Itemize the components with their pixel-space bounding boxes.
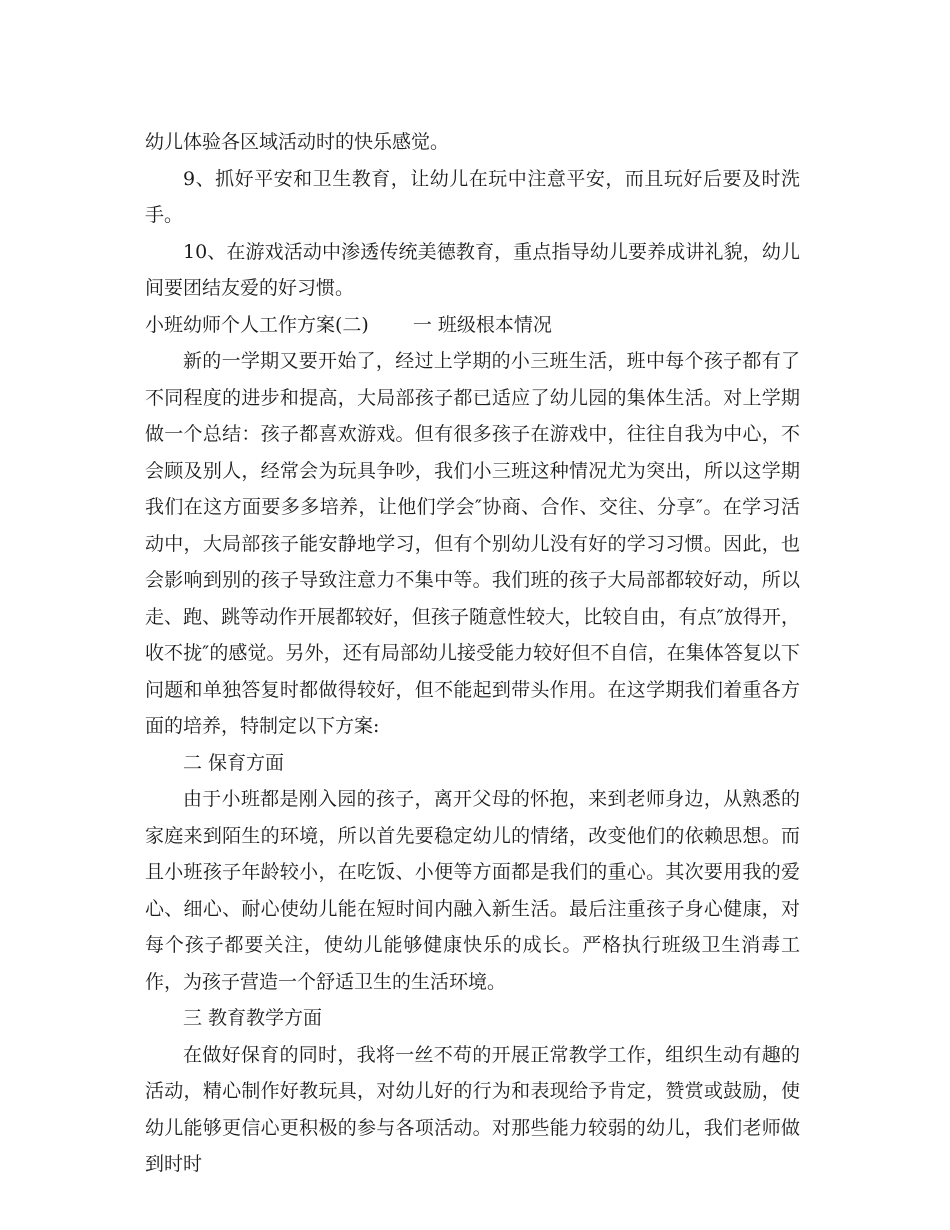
section-title-line: 小班幼师个人工作方案(二) 一 班级根本情况 [145, 313, 552, 336]
paragraph-item-9: 9、抓好平安和卫生教育，让幼儿在玩中注意平安，而且玩好后要及时洗手。 [145, 167, 800, 226]
heading-care: 二 保育方面 [183, 751, 285, 774]
paragraph-item-10: 10、在游戏活动中渗透传统美德教育，重点指导幼儿要养成讲礼貌，幼儿间要团结友爱的好习惯。 [145, 240, 800, 299]
document-body [145, 124, 800, 1183]
heading-teaching: 三 教育教学方面 [183, 1007, 323, 1029]
paragraph-care: 由于小班都是刚入园的孩子，离开父母的怀抱，来到老师身边，从熟悉的家庭来到陌生的环境，所以首先要稳定幼儿的情绪，改变他们的依赖思想。而且小班孩子年龄较小，在吃饭、小便等方面都是我们的重心。其次要用我的爱心、细心、耐心使幼儿能在短时间内融入新生活。最后注重孩子身心健康，对每个孩子都要关注，使幼儿能够健康快乐的成长。严格执行班级卫生消毒工作，为孩子营造一个舒适卫生的生活环境。 [145, 788, 800, 993]
paragraph-class-situation: 新的一学期又要开始了，经过上学期的小三班生活，班中每个孩子都有了不同程度的进步和提高，大局部孩子都已适应了幼儿园的集体生活。对上学期做一个总结：孩子都喜欢游戏。但有很多孩子在游戏中，往往自我为中心，不会顾及别人，经常会为玩具争吵，我们小三班这种情况尤为突出，所以这学期我们在这方面要多多培养，让他们学会″协商、合作、交往、分享″。在学习活动中，大局部孩子能安静地学习，但有个别幼儿没有好的学习习惯。因此，也会影响到别的孩子导致注意力不集中等。我们班的孩子大局部都较好动，所以走、跑、跳等动作开展都较好，但孩子随意性较大，比较自由，有点″放得开，收不拢″的感觉。另外，还有局部幼儿接受能力较好但不自信，在集体答复以下问题和单独答复时都做得较好，但不能起到带头作用。在这学期我们着重各方面的培养，特制定以下方案: [145, 350, 800, 737]
paragraph-continuation: 幼儿体验各区域活动时的快乐感觉。 [145, 131, 450, 153]
paragraph-teaching: 在做好保育的同时，我将一丝不苟的开展正常教学工作，组织生动有趣的活动，精心制作好教玩具，对幼儿好的行为和表现给予肯定，赞赏或鼓励，使幼儿能够更信心更积极的参与各项活动。对那些能力较弱的幼儿，我们老师做到时时 [145, 1043, 800, 1175]
